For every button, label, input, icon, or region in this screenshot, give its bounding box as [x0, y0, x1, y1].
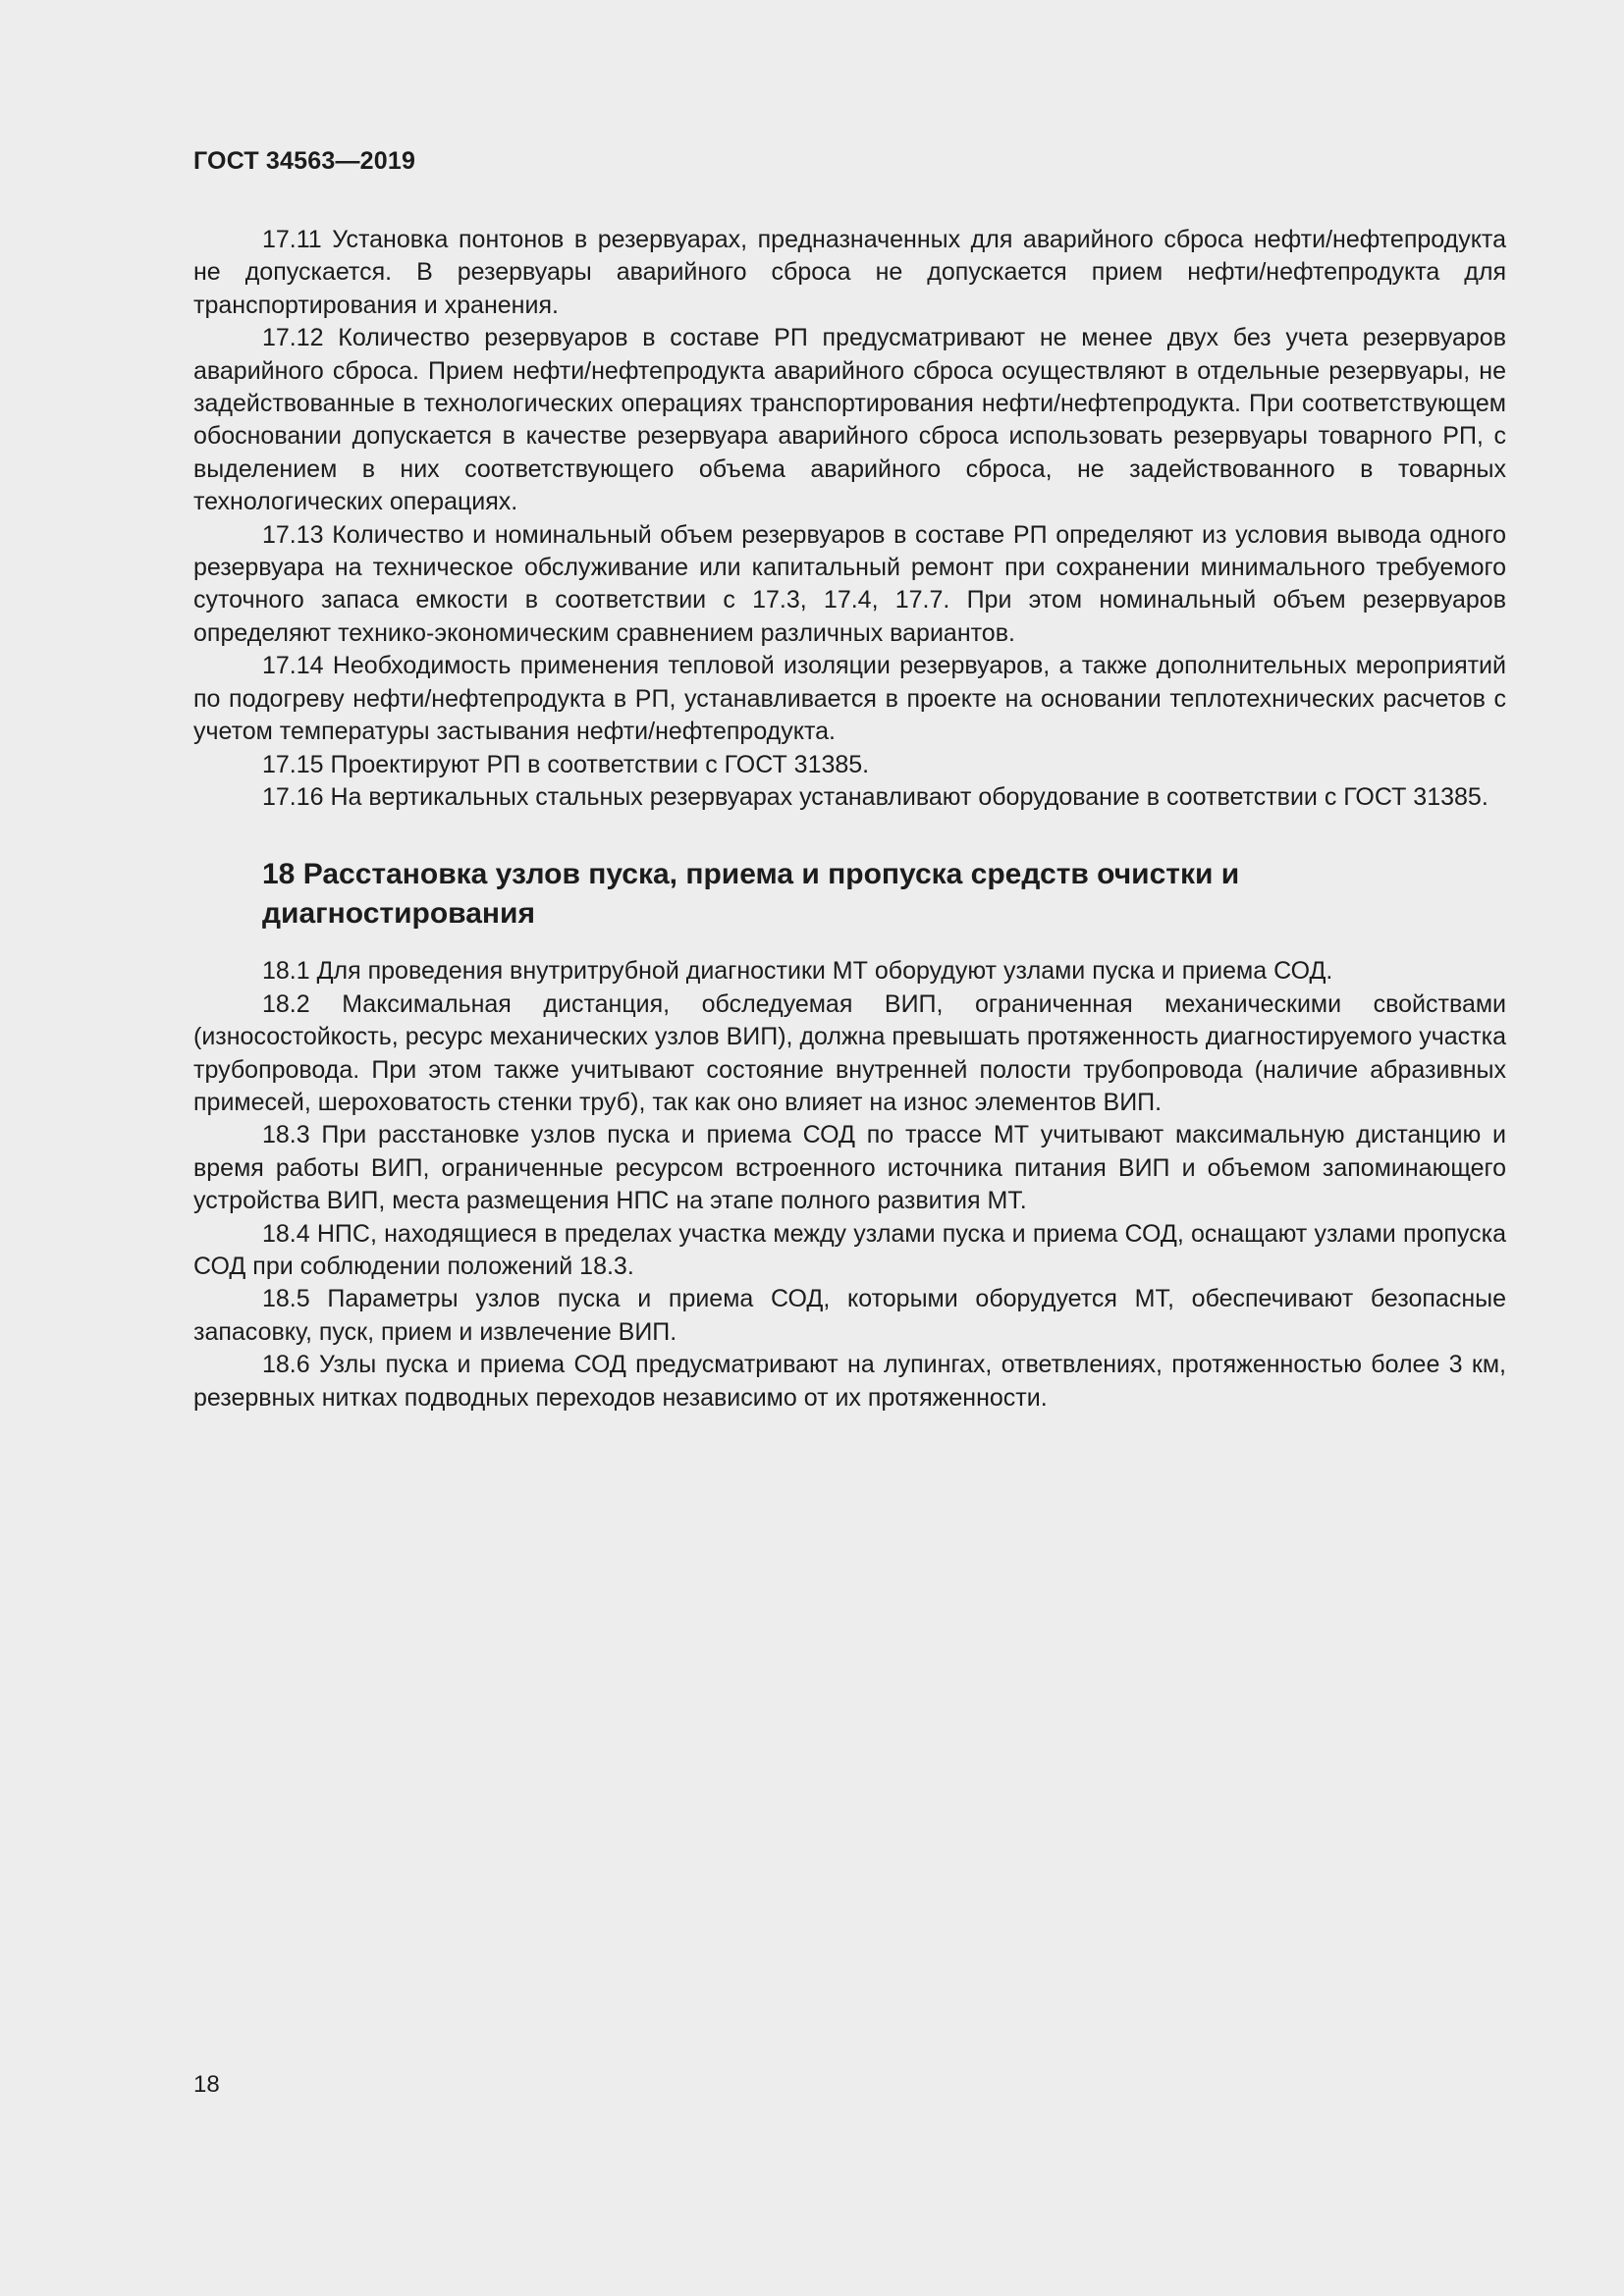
paragraph-17-15: 17.15 Проектируют РП в соответствии с ГОСТ 31385.	[262, 750, 870, 778]
paragraph-18-2: 18.2 Максимальная дистанция, обследуемая ВИП, ограниченная механическими свойствами (износостойкость, ресурс механических узлов ВИП), должна превышать протяженность диагностируемого участка трубопровода. При этом также учитывают состояние внутренней полости трубопровода (наличие абразивных примесей, шероховатость стенки труб), так как оно влияет на износ элементов ВИП.	[193, 989, 1506, 1116]
section-18-heading: 18 Расстановка узлов пуска, приема и пропуска средств очистки и диагностирования	[262, 858, 1240, 931]
paragraph-17-14: 17.14 Необходимость применения тепловой изоляции резервуаров, а также дополнительных мероприятий по подогреву нефти/нефтепродукта в РП, устанавливается в проекте на основании теплотехнических расчетов с учетом температуры застывания нефти/нефтепродукта.	[193, 652, 1506, 746]
paragraph-17-13: 17.13 Количество и номинальный объем резервуаров в составе РП определяют из условия вывода одного резервуара на техническое обслуживание или капитальный ремонт при сохранении минимального требуемого суточного запаса емкости в соответствии с 17.3, 17.4, 17.7. При этом номинальный объем резервуаров определяют технико-экономическим сравнением различных вариантов.	[193, 520, 1506, 647]
paragraph-17-12: 17.12 Количество резервуаров в составе РП предусматривают не менее двух без учета резервуаров аварийного сброса. Прием нефти/нефтепродукта аварийного сброса осуществляют в отдельные резервуары, не задействованные в технологических операциях транспортирования нефти/нефтепродукта. При соответствующем обосновании допускается в качестве резервуара аварийного сброса использовать резервуары товарного РП, с выделением в них соответствующего объема аварийного сброса, не задействованного в товарных технологических операциях.	[193, 324, 1506, 516]
paragraph-18-6: 18.6 Узлы пуска и приема СОД предусматривают на лупингах, ответвлениях, протяженностью более 3 км, резервных нитках подводных переходов независимо от их протяженности.	[193, 1351, 1506, 1412]
standard-id-header: ГОСТ 34563—2019	[193, 147, 416, 175]
paragraph-18-5: 18.5 Параметры узлов пуска и приема СОД, которыми оборудуется МТ, обеспечивают безопасные запасовку, пуск, прием и извлечение ВИП.	[193, 1285, 1506, 1346]
paragraph-17-16: 17.16 На вертикальных стальных резервуарах устанавливают оборудование в соответствии с ГОСТ 31385.	[262, 782, 1489, 811]
paragraph-18-3: 18.3 При расстановке узлов пуска и приема СОД по трассе МТ учитывают максимальную дистанцию и время работы ВИП, ограниченные ресурсом встроенного источника питания ВИП и объемом запоминающего устройства ВИП, места размещения НПС на этапе полного развития МТ.	[193, 1121, 1506, 1215]
paragraph-17-11: 17.11 Установка понтонов в резервуарах, предназначенных для аварийного сброса нефти/нефтепродукта не допускается. В резервуары аварийного сброса не допускается прием нефти/нефтепродукта для транспортирования и хранения.	[193, 226, 1506, 319]
paragraph-18-4: 18.4 НПС, находящиеся в пределах участка между узлами пуска и приема СОД, оснащают узлами пропуска СОД при соблюдении положений 18.3.	[193, 1219, 1506, 1280]
page-body	[193, 224, 1506, 1415]
paragraph-18-1: 18.1 Для проведения внутритрубной диагностики МТ оборудуют узлами пуска и приема СОД.	[262, 957, 1333, 986]
page-number: 18	[193, 2071, 220, 2098]
